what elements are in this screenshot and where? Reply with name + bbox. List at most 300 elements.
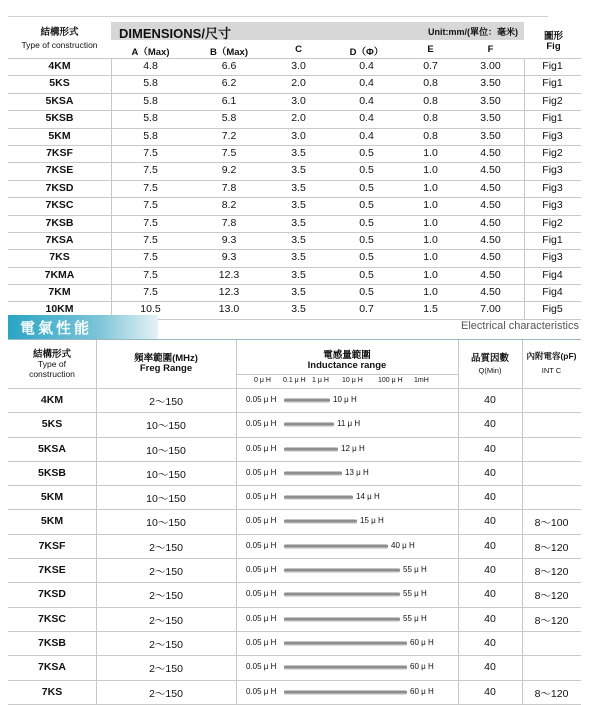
q-min: 40 bbox=[484, 661, 496, 674]
dimension-cell: 0.5 bbox=[359, 251, 374, 264]
column-divider bbox=[111, 129, 112, 145]
dimension-cell: 6.2 bbox=[221, 77, 237, 90]
dimension-cell: 0.5 bbox=[359, 146, 374, 159]
dimension-cell: 0.5 bbox=[359, 216, 374, 229]
construction-type: 7KSD bbox=[45, 181, 74, 194]
column-divider bbox=[458, 438, 459, 461]
dimensions-header bbox=[8, 22, 581, 58]
construction-type: 7KSA bbox=[45, 233, 74, 246]
column-divider bbox=[236, 413, 237, 436]
inductance-range-bar bbox=[284, 592, 400, 597]
inductance-min: 0.05 μ H bbox=[246, 686, 277, 696]
column-divider bbox=[96, 608, 97, 631]
table-row bbox=[8, 128, 581, 145]
q-min: 40 bbox=[484, 539, 496, 552]
column-divider bbox=[236, 583, 237, 606]
dimension-cell: 0.7 bbox=[423, 60, 438, 72]
fig-cell: Fig2 bbox=[542, 94, 563, 107]
inductance-min: 0.05 μ H bbox=[246, 613, 277, 623]
table-row bbox=[8, 438, 581, 462]
column-divider bbox=[524, 268, 525, 284]
dimension-cell: 12.3 bbox=[218, 268, 240, 281]
column-divider bbox=[524, 181, 525, 197]
dimension-cell: 7.2 bbox=[221, 129, 237, 142]
inductance-range-bar bbox=[284, 495, 353, 500]
dimension-cell: 1.0 bbox=[423, 268, 438, 281]
dimension-cell: 1.0 bbox=[423, 216, 438, 229]
construction-type: 5KSB bbox=[45, 112, 74, 125]
column-divider bbox=[524, 129, 525, 145]
dimension-cell: 0.8 bbox=[423, 94, 438, 107]
column-divider bbox=[458, 389, 459, 412]
column-divider bbox=[111, 111, 112, 127]
dimension-cell: 4.50 bbox=[480, 268, 501, 281]
dimension-cell: 4.50 bbox=[480, 146, 501, 159]
inductance-max: 12 μ H bbox=[341, 443, 365, 453]
column-divider bbox=[96, 535, 97, 558]
column-divider bbox=[522, 413, 523, 436]
dimension-cell: 1.0 bbox=[423, 181, 438, 194]
column-divider bbox=[524, 233, 525, 249]
dimension-cell: 7.8 bbox=[221, 216, 237, 229]
inductance-range-bar bbox=[284, 398, 330, 403]
dimension-cell: 0.4 bbox=[359, 94, 374, 107]
scale-tick-label: 100 μ H bbox=[378, 377, 403, 384]
el-type-en2: construction bbox=[29, 369, 75, 379]
construction-type: 7KSF bbox=[38, 539, 66, 552]
column-divider bbox=[96, 510, 97, 533]
column-divider bbox=[524, 94, 525, 110]
dimension-cell: 3.5 bbox=[291, 199, 306, 212]
inductance-min: 0.05 μ H bbox=[246, 589, 277, 599]
column-divider bbox=[522, 535, 523, 558]
inductance-max: 10 μ H bbox=[333, 395, 357, 404]
inductance-range-bar bbox=[284, 447, 338, 452]
dimensions-body bbox=[8, 58, 581, 320]
table-row bbox=[8, 413, 581, 437]
column-divider bbox=[522, 486, 523, 509]
column-divider bbox=[236, 681, 237, 704]
fig-label-cn: 圖形 bbox=[543, 31, 563, 42]
column-divider bbox=[111, 94, 112, 110]
dimension-cell: 7.5 bbox=[143, 164, 158, 177]
el-q-en: Q(Min) bbox=[478, 366, 502, 375]
column-divider bbox=[458, 413, 459, 436]
dimension-cell: 0.7 bbox=[359, 303, 374, 316]
construction-type: 7KSE bbox=[38, 564, 66, 577]
column-divider bbox=[111, 285, 112, 301]
dimension-cell: 12.3 bbox=[218, 286, 240, 299]
fig-cell: Fig3 bbox=[542, 181, 563, 194]
inductance-max: 60 μ H bbox=[410, 637, 434, 647]
dimension-cell: 3.0 bbox=[291, 94, 306, 107]
dimension-cell: 6.1 bbox=[221, 94, 237, 107]
freq-range: 10～150 bbox=[146, 420, 186, 433]
dimension-cell: 1.0 bbox=[423, 251, 438, 264]
construction-type: 7KSB bbox=[37, 636, 66, 649]
table-row bbox=[8, 656, 581, 680]
inductance-max: 40 μ H bbox=[391, 540, 415, 550]
column-divider bbox=[96, 413, 97, 436]
column-divider bbox=[96, 656, 97, 679]
table-row bbox=[8, 608, 581, 632]
inductance-max: 13 μ H bbox=[345, 467, 369, 477]
column-divider bbox=[458, 535, 459, 558]
dimension-cell: 1.0 bbox=[423, 233, 438, 246]
column-divider bbox=[458, 656, 459, 679]
inductance-min: 0.05 μ H bbox=[246, 492, 277, 502]
dimension-column-header: E bbox=[427, 44, 434, 55]
column-divider bbox=[524, 146, 525, 162]
dimension-cell: 4.50 bbox=[480, 164, 501, 177]
inductance-min: 0.05 μ H bbox=[246, 395, 277, 404]
dimension-cell: 2.0 bbox=[291, 77, 306, 90]
column-divider bbox=[111, 146, 112, 162]
electrical-banner bbox=[8, 315, 581, 340]
dimension-cell: 4.50 bbox=[480, 181, 501, 194]
inductance-min: 0.05 μ H bbox=[246, 443, 277, 453]
scale-tick-label: 0.1 μ H bbox=[283, 377, 306, 384]
construction-type: 7KS bbox=[49, 251, 70, 264]
fig-cell: Fig4 bbox=[542, 286, 563, 299]
table-row bbox=[8, 93, 581, 110]
int-capacitance: 8～120 bbox=[534, 590, 569, 603]
column-divider bbox=[458, 486, 459, 509]
construction-type: 5KM bbox=[40, 491, 64, 504]
dimension-cell: 5.8 bbox=[143, 77, 158, 90]
column-divider bbox=[458, 681, 459, 704]
el-freq-en: Freg Range bbox=[139, 363, 193, 374]
table-row bbox=[8, 267, 581, 284]
freq-range: 2～150 bbox=[149, 396, 183, 408]
inductance-min: 0.05 μ H bbox=[246, 516, 277, 526]
column-divider bbox=[458, 462, 459, 485]
column-divider bbox=[524, 76, 525, 92]
column-divider bbox=[524, 216, 525, 232]
column-divider bbox=[458, 510, 459, 533]
freq-range: 2～150 bbox=[149, 541, 183, 554]
dimension-cell: 4.50 bbox=[480, 216, 501, 229]
column-divider bbox=[522, 559, 523, 582]
fig-cell: Fig2 bbox=[542, 146, 563, 159]
dimension-cell: 7.5 bbox=[143, 268, 158, 281]
column-divider bbox=[236, 632, 237, 655]
type-label-en: Type of construction bbox=[21, 40, 98, 50]
construction-type: 4KM bbox=[48, 60, 71, 72]
inductance-range-bar bbox=[284, 544, 388, 549]
dimension-cell: 7.5 bbox=[221, 146, 237, 159]
table-row bbox=[8, 249, 581, 266]
dimension-cell: 7.5 bbox=[143, 216, 158, 229]
column-divider bbox=[522, 681, 523, 704]
freq-range: 2～150 bbox=[149, 614, 183, 627]
column-divider bbox=[96, 462, 97, 485]
column-divider bbox=[522, 608, 523, 631]
dimension-cell: 1.5 bbox=[423, 303, 438, 316]
dimension-cell: 5.8 bbox=[143, 129, 158, 142]
column-divider bbox=[111, 198, 112, 214]
column-divider bbox=[111, 250, 112, 266]
fig-cell: Fig1 bbox=[542, 112, 563, 125]
table-row bbox=[8, 215, 581, 232]
column-divider bbox=[111, 216, 112, 232]
dimension-cell: 3.5 bbox=[291, 216, 306, 229]
dimension-cell: 0.8 bbox=[423, 112, 438, 125]
q-min: 40 bbox=[484, 466, 496, 479]
fig-cell: Fig3 bbox=[542, 251, 563, 264]
column-divider bbox=[522, 583, 523, 606]
freq-range: 2～150 bbox=[149, 566, 183, 579]
dimension-cell: 4.50 bbox=[480, 251, 501, 264]
fig-cell: Fig1 bbox=[542, 77, 563, 90]
inductance-min: 0.05 μ H bbox=[246, 540, 277, 550]
dimension-cell: 5.8 bbox=[221, 112, 237, 125]
column-divider bbox=[96, 486, 97, 509]
dimension-cell: 1.0 bbox=[423, 146, 438, 159]
inductance-range-bar bbox=[284, 665, 407, 670]
electrical-section bbox=[8, 315, 581, 705]
fig-cell: Fig4 bbox=[542, 268, 563, 281]
inductance-max: 60 μ H bbox=[410, 662, 434, 672]
q-min: 40 bbox=[484, 515, 496, 528]
q-min: 40 bbox=[484, 418, 496, 431]
electrical-banner-fill bbox=[8, 315, 158, 339]
table-row bbox=[8, 389, 581, 413]
table-row bbox=[8, 162, 581, 179]
dimension-cell: 3.0 bbox=[291, 60, 306, 72]
dimensions-title-bar bbox=[111, 22, 524, 40]
dimension-cell: 3.50 bbox=[480, 112, 501, 125]
dimension-cell: 3.50 bbox=[480, 94, 501, 107]
dimension-cell: 3.5 bbox=[291, 181, 306, 194]
table-row bbox=[8, 284, 581, 301]
el-divider bbox=[458, 340, 459, 388]
dimensions-table bbox=[8, 22, 581, 320]
dimension-cell: 9.3 bbox=[221, 233, 237, 246]
column-divider bbox=[236, 608, 237, 631]
dimension-cell: 13.0 bbox=[218, 303, 240, 316]
q-min: 40 bbox=[484, 588, 496, 601]
inductance-max: 11 μ H bbox=[337, 419, 361, 429]
table-row bbox=[8, 145, 581, 162]
inductance-max: 14 μ H bbox=[356, 492, 380, 502]
q-min: 40 bbox=[484, 394, 496, 406]
fig-cell: Fig1 bbox=[542, 60, 563, 72]
construction-type: 7KSE bbox=[45, 164, 74, 177]
int-capacitance: 8～100 bbox=[534, 517, 569, 530]
el-divider bbox=[236, 340, 237, 388]
freq-range: 2～150 bbox=[149, 663, 183, 676]
inductance-max: 60 μ H bbox=[410, 686, 434, 696]
dimension-cell: 3.5 bbox=[291, 251, 306, 264]
column-divider bbox=[96, 389, 97, 412]
construction-type: 5KSB bbox=[37, 466, 66, 479]
top-rule bbox=[8, 16, 548, 17]
dimension-cell: 4.50 bbox=[480, 233, 501, 246]
dimension-cell: 0.5 bbox=[359, 181, 374, 194]
column-divider bbox=[522, 462, 523, 485]
dimension-cell: 4.50 bbox=[480, 286, 501, 299]
inductance-scale bbox=[236, 374, 458, 389]
freq-range: 10～150 bbox=[146, 493, 186, 506]
column-divider bbox=[522, 438, 523, 461]
construction-type: 5KM bbox=[48, 129, 71, 142]
dimension-column-header: F bbox=[487, 44, 494, 55]
column-divider bbox=[111, 181, 112, 197]
construction-type: 4KM bbox=[40, 394, 64, 406]
electrical-title-cn: 電氣性能 bbox=[20, 320, 93, 337]
inductance-min: 0.05 μ H bbox=[246, 467, 277, 477]
freq-range: 2～150 bbox=[149, 638, 183, 651]
dimension-cell: 5.8 bbox=[143, 94, 158, 107]
electrical-title-en: Electrical characteristics bbox=[461, 320, 579, 332]
dimension-cell: 7.5 bbox=[143, 233, 158, 246]
electrical-body bbox=[8, 389, 581, 705]
dimensions-unit: Unit:mm/(單位：毫米) bbox=[428, 27, 518, 37]
inductance-max: 15 μ H bbox=[360, 516, 384, 526]
column-divider bbox=[96, 583, 97, 606]
column-divider bbox=[458, 632, 459, 655]
construction-type: 7KSC bbox=[37, 612, 66, 625]
fig-label-en: Fig bbox=[546, 41, 561, 52]
el-ind-cn: 電感量範圍 bbox=[323, 350, 371, 361]
dimension-cell: 0.4 bbox=[359, 60, 374, 72]
inductance-max: 55 μ H bbox=[403, 613, 427, 623]
column-divider bbox=[524, 285, 525, 301]
column-divider bbox=[111, 76, 112, 92]
dimension-cell: 7.5 bbox=[143, 199, 158, 212]
el-divider bbox=[96, 340, 97, 388]
column-divider bbox=[524, 59, 525, 75]
el-q-cn: 品質因數 bbox=[470, 353, 509, 364]
el-cap-cn: 內附電容(pF) bbox=[526, 351, 577, 361]
dimension-cell: 5.8 bbox=[143, 112, 158, 125]
column-divider bbox=[458, 583, 459, 606]
type-label-cn: 結構形式 bbox=[40, 27, 79, 38]
inductance-min: 0.05 μ H bbox=[246, 565, 277, 575]
column-divider bbox=[524, 198, 525, 214]
table-row bbox=[8, 197, 581, 214]
construction-type: 7KM bbox=[48, 286, 71, 299]
dimension-cell: 0.4 bbox=[359, 129, 374, 142]
construction-type: 7KS bbox=[41, 685, 63, 698]
dimension-cell: 0.4 bbox=[359, 112, 374, 125]
dimension-cell: 0.4 bbox=[359, 77, 374, 90]
el-type-cn: 結構形式 bbox=[32, 349, 71, 360]
int-capacitance: 8～120 bbox=[534, 566, 569, 579]
construction-type: 7KMA bbox=[44, 268, 75, 281]
column-divider bbox=[236, 656, 237, 679]
dimension-cell: 7.8 bbox=[221, 181, 237, 194]
dimension-cell: 7.5 bbox=[143, 251, 158, 264]
freq-range: 10～150 bbox=[146, 468, 186, 481]
column-divider bbox=[522, 632, 523, 655]
table-row bbox=[8, 681, 581, 705]
construction-type: 7KSB bbox=[45, 216, 74, 229]
dimension-column-header: B（Max) bbox=[209, 47, 248, 58]
table-row bbox=[8, 75, 581, 92]
column-divider bbox=[96, 559, 97, 582]
table-row bbox=[8, 535, 581, 559]
table-row bbox=[8, 58, 581, 75]
dimension-cell: 0.5 bbox=[359, 286, 374, 299]
column-divider bbox=[522, 510, 523, 533]
dimension-column-header: D（Φ） bbox=[349, 47, 384, 58]
inductance-range-bar bbox=[284, 519, 357, 524]
dimension-cell: 0.5 bbox=[359, 199, 374, 212]
scale-tick-label: 10 μ H bbox=[342, 377, 363, 384]
construction-type: 5KSA bbox=[37, 442, 66, 455]
dimension-cell: 1.0 bbox=[423, 199, 438, 212]
dimension-cell: 4.8 bbox=[143, 60, 158, 72]
dimension-cell: 3.5 bbox=[291, 233, 306, 246]
column-divider bbox=[111, 163, 112, 179]
dimension-column-header: A（Max) bbox=[131, 47, 170, 58]
inductance-range-bar bbox=[284, 471, 342, 476]
scale-tick-label: 0 μ H bbox=[254, 377, 271, 384]
dimension-column-header: C bbox=[295, 44, 302, 55]
el-type-en1: Type of bbox=[38, 359, 66, 369]
q-min: 40 bbox=[484, 442, 496, 455]
table-row bbox=[8, 180, 581, 197]
inductance-min: 0.05 μ H bbox=[246, 419, 277, 429]
el-divider bbox=[522, 340, 523, 388]
fig-cell: Fig3 bbox=[542, 164, 563, 177]
inductance-range-bar bbox=[284, 422, 334, 427]
q-min: 40 bbox=[484, 491, 496, 504]
inductance-range-bar bbox=[284, 617, 400, 622]
dimension-cell: 7.5 bbox=[143, 181, 158, 194]
construction-type: 5KSA bbox=[45, 94, 74, 107]
dimension-cell: 2.0 bbox=[291, 112, 306, 125]
dimension-cell: 0.5 bbox=[359, 268, 374, 281]
column-divider bbox=[111, 268, 112, 284]
int-capacitance: 8～120 bbox=[534, 541, 569, 554]
fig-cell: Fig5 bbox=[542, 303, 563, 316]
dimension-cell: 1.0 bbox=[423, 164, 438, 177]
dimension-cell: 0.8 bbox=[423, 77, 438, 90]
inductance-min: 0.05 μ H bbox=[246, 662, 277, 672]
scale-tick-label: 1mH bbox=[414, 377, 429, 384]
dimension-cell: 1.0 bbox=[423, 286, 438, 299]
fig-cell: Fig3 bbox=[542, 199, 563, 212]
fig-cell: Fig2 bbox=[542, 216, 563, 229]
dimension-cell: 3.50 bbox=[480, 77, 501, 90]
el-cap-en: INT C bbox=[541, 366, 562, 375]
dimension-cell: 3.5 bbox=[291, 164, 306, 177]
dimensions-title: DIMENSIONS/尺寸 bbox=[119, 26, 231, 41]
table-row bbox=[8, 232, 581, 249]
dimension-cell: 9.2 bbox=[221, 164, 237, 177]
column-divider bbox=[236, 535, 237, 558]
column-divider bbox=[111, 59, 112, 75]
construction-type: 5KS bbox=[41, 418, 63, 431]
table-row bbox=[8, 510, 581, 534]
column-divider bbox=[458, 559, 459, 582]
dimension-cell: 3.5 bbox=[291, 303, 306, 316]
int-capacitance: 8～120 bbox=[534, 614, 569, 627]
dimension-cell: 3.5 bbox=[291, 146, 306, 159]
table-row bbox=[8, 110, 581, 127]
dimension-cell: 3.00 bbox=[480, 60, 501, 72]
el-ind-en: Inductance range bbox=[307, 360, 387, 371]
table-row bbox=[8, 462, 581, 486]
construction-type: 5KM bbox=[40, 515, 64, 528]
column-divider bbox=[236, 438, 237, 461]
column-divider bbox=[524, 111, 525, 127]
scale-tick-label: 1 μ H bbox=[312, 377, 329, 384]
electrical-header bbox=[8, 340, 581, 389]
